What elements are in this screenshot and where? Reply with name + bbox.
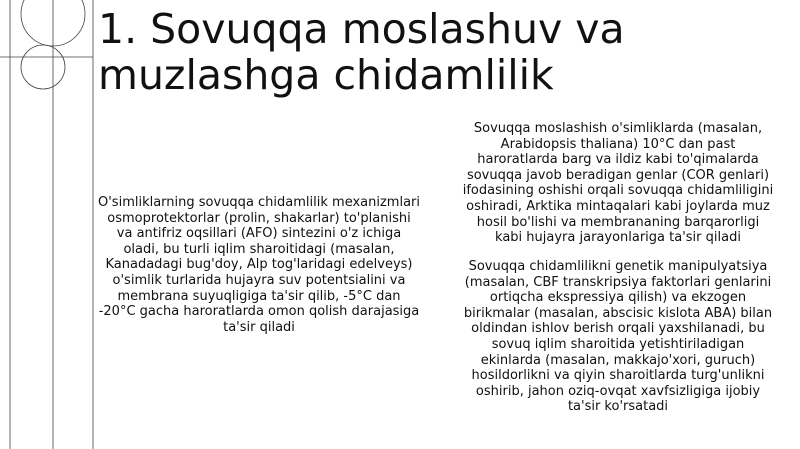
decorative-circle-top [21,0,85,46]
decorative-circle-bottom [21,45,65,89]
right-text-block-1: Sovuqqa moslashish o'simliklarda (masalan, Arabidopsis thaliana) 10°C dan past haroratlarda barg va ildiz kabi to'qimalarda sovuqqa javob beradigan genlar (COR genlari) ifodasining oshishi orqali sovuqqa chidamliligini oshiradi, Arktika mintaqalari kabi joylarda muz hosil bo'lishi va membrananing barqarorligi kabi hujayra jarayonlariga ta'sir qiladi [462,121,774,246]
slide-title: 1. Sovuqqa moslashuv va muzlashga chidamlilik [98,5,625,99]
right-text-block-2: Sovuqqa chidamlilikni genetik manipulyatsiya (masalan, CBF transkripsiya faktorlari genlarini ortiqcha ekspressiya qilish) va ekzogen birikmalar (masalan, abscisic kislota ABA) bilan oldindan ishlov berish orqali yaxshilanadi, bu sovuq iqlim sharoitida yetishtiriladigan ekinlarda (masalan, makkajo'xori, guruch) hosildorlikni va qiyin sharoitlarda turg'unlikni oshirib, jahon oziq-ovqat xavfsizligiga ijobiy ta'sir ko'rsatadi [463,259,773,415]
left-text-block: O'simliklarning sovuqqa chidamlilik mexanizmlari osmoprotektorlar (prolin, shakarlar) to'planishi va antifriz oqsillari (AFO) sintezini o'z ichiga oladi, bu turli iqlim sharoitidagi (masalan, Kanadadagi bug'doy, Alp tog'laridagi edelveys) o'simlik turlarida hujayra suv potentsialini va membrana suyuqligiga ta'sir qilib, -5°C dan -20°C gacha haroratlarda omon qolish darajasiga ta'sir qiladi [98,195,420,335]
